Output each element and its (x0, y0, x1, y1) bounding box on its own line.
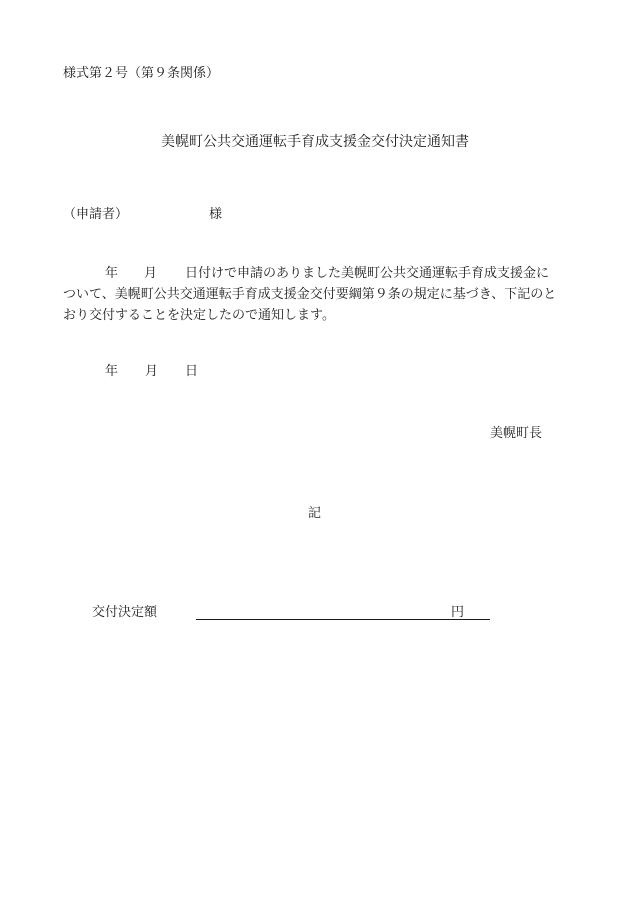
date-month: 月 (145, 364, 159, 379)
document-title: 美幌町公共交通運転手育成支援金交付決定通知書 (161, 134, 469, 150)
amount-label: 交付決定額 (92, 605, 158, 620)
form-number: 様式第２号（第９条関係） (63, 66, 220, 81)
applicant-honorific: 様 (209, 207, 223, 222)
applicant-line (63, 207, 223, 223)
notice-date (105, 364, 198, 380)
body-year: 年 (105, 266, 119, 281)
amount-unit: 円 (451, 605, 465, 620)
ki-heading: 記 (308, 506, 322, 521)
body-line-1 (63, 263, 583, 284)
date-year: 年 (105, 364, 119, 379)
body-line-3: おり交付することを決定したので通知します。 (63, 308, 335, 323)
amount-blank-line (196, 619, 490, 620)
notice-body (63, 263, 583, 326)
body-month: 月 (144, 266, 158, 281)
body-line-2: ついて、美幌町公共交通運転手育成支援金交付要綱第９条の規定に基づき、下記のと (63, 287, 557, 302)
issuer: 美幌町長 (490, 426, 543, 441)
applicant-label: （申請者） (63, 207, 129, 222)
body-line-1-text: 日付けで申請のありました美幌町公共交通運転手育成支援金に (185, 266, 550, 281)
date-day: 日 (185, 364, 199, 379)
